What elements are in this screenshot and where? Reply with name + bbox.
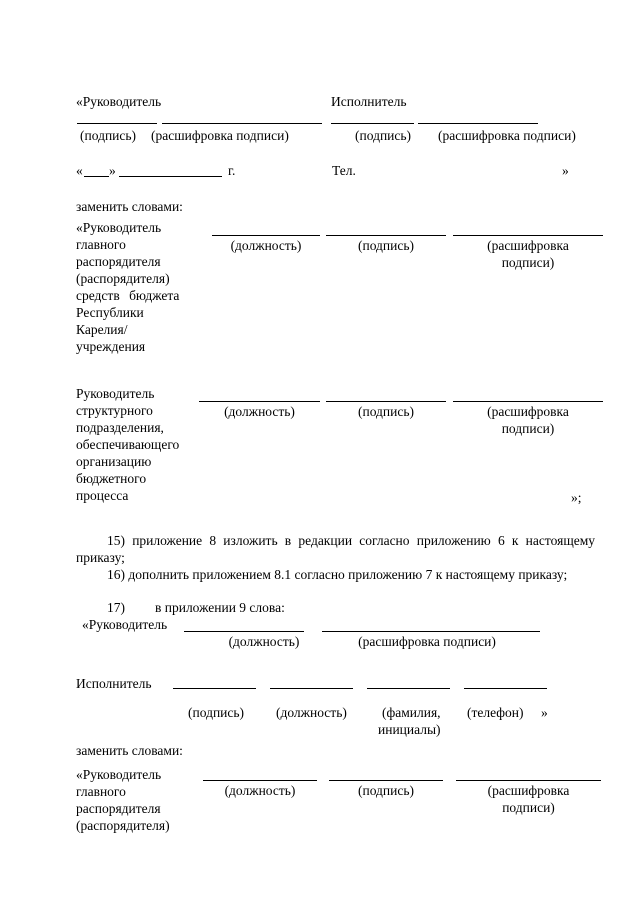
label-sign-3: (подпись) — [357, 783, 415, 798]
date-month-line — [119, 176, 222, 177]
signatory-block-1: «Руководитель главного распорядителя (распорядителя) средств бюджета Республики Карелия/ учреждения — [76, 220, 180, 354]
label-decode-2a: (расшифровка — [487, 404, 569, 419]
form2-line-sign — [173, 688, 256, 689]
form2-head: «Руководитель — [82, 617, 168, 632]
form2-label-decode: (расшифровка подписи) — [358, 634, 496, 649]
label-position-3: (должность) — [224, 783, 296, 798]
decode-line-right — [418, 123, 538, 124]
form2-line-phone — [464, 688, 547, 689]
position-line-1 — [212, 235, 320, 236]
form2-decode-line — [322, 631, 540, 632]
date-day-line — [84, 176, 109, 177]
date-close-quote: » — [109, 163, 116, 178]
replace-intro-2: заменить словами: — [76, 743, 183, 758]
form2-executor: Исполнитель — [76, 676, 152, 691]
position-line-3 — [203, 780, 317, 781]
form2-line-position — [270, 688, 353, 689]
signatory-block-2: Руководитель структурного подразделения, обеспечивающего организацию бюджетного процесса — [76, 386, 180, 503]
label-decode-right: (расшифровка подписи) — [438, 128, 576, 143]
decode-line-1 — [453, 235, 603, 236]
sign-line-right — [331, 123, 414, 124]
decode-line-2 — [453, 401, 603, 402]
tel-label: Тел. — [332, 163, 356, 178]
form2-position-line — [184, 631, 304, 632]
label-sign-2: (подпись) — [357, 404, 415, 419]
sign-line-3 — [329, 780, 443, 781]
label-decode-3a: (расшифровка — [487, 783, 570, 798]
form2-label-position: (должность) — [228, 634, 300, 649]
label-decode-1b: подписи) — [501, 255, 555, 270]
sign-line-1 — [326, 235, 446, 236]
position-line-2 — [199, 401, 320, 402]
label-decode-2b: подписи) — [501, 421, 555, 436]
label-sign-right: (подпись) — [355, 128, 412, 143]
end-mark-1: »; — [571, 490, 582, 505]
decode-line-3 — [456, 780, 601, 781]
form2-line-name — [367, 688, 450, 689]
label-position-1: (должность) — [230, 238, 302, 253]
paragraph-15: 15) приложение 8 изложить в редакции согласно приложению 6 к настоящему приказу; — [76, 533, 595, 565]
form2-label-position2: (должность) — [276, 705, 347, 720]
form2-label-sign: (подпись) — [188, 705, 245, 720]
sign-line-2 — [326, 401, 446, 402]
head-right: Исполнитель — [331, 94, 407, 109]
paragraph-17-number: 17) — [107, 600, 125, 615]
close-quote: » — [562, 163, 569, 178]
form2-end-quote: » — [541, 705, 548, 720]
date-open-quote: « — [76, 163, 83, 178]
paragraph-16: 16) дополнить приложением 8.1 согласно приложению 7 к настоящему приказу; — [107, 567, 568, 582]
label-position-2: (должность) — [224, 404, 295, 419]
label-decode-3b: подписи) — [502, 800, 555, 815]
decode-line-left — [162, 123, 322, 124]
form2-label-name-2: инициалы) — [378, 722, 441, 737]
signatory-block-3: «Руководитель главного распорядителя (распорядителя) — [76, 767, 170, 833]
form2-label-name-1: (фамилия, — [382, 705, 441, 720]
sign-line-left — [77, 123, 157, 124]
replace-intro-1: заменить словами: — [76, 199, 183, 214]
date-year: г. — [228, 163, 236, 178]
label-sign-1: (подпись) — [357, 238, 415, 253]
label-decode-1a: (расшифровка — [487, 238, 569, 253]
form2-label-phone: (телефон) — [467, 705, 524, 720]
head-left: «Руководитель — [76, 94, 162, 109]
label-sign-left: (подпись) — [80, 128, 137, 143]
label-decode-left: (расшифровка подписи) — [151, 128, 289, 143]
paragraph-17-text: в приложении 9 слова: — [155, 600, 285, 615]
